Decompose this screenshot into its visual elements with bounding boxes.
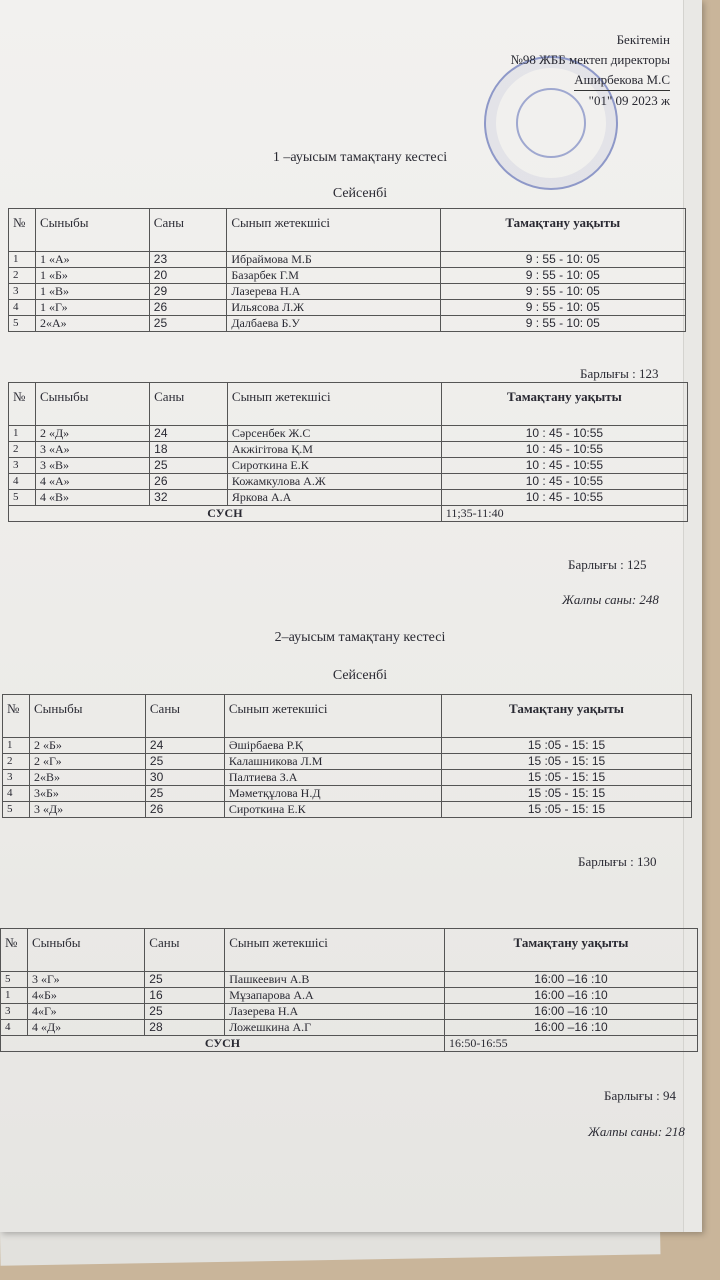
table4-total: Барлығы : 94 (604, 1088, 676, 1103)
table-cell: 30 (145, 770, 224, 786)
table-cell: 2 «Б» (30, 738, 146, 754)
table-cell: 10 : 45 - 10:55 (441, 490, 687, 506)
table-row (1, 988, 698, 1004)
approval-date: "01" 09 2023 ж (588, 93, 670, 108)
table-cell: 28 (145, 1020, 225, 1036)
table-cell: 16 (145, 988, 225, 1004)
table-cell: Акжігітова Қ.М (227, 442, 441, 458)
shift1-grand-total: Жалпы саны: 248 (562, 592, 659, 607)
table-cell: 9 : 55 - 10: 05 (440, 284, 685, 300)
approval-block (470, 30, 670, 111)
table-row (9, 284, 686, 300)
table-cell: 2 (3, 754, 30, 770)
table-cell: 5 (3, 802, 30, 818)
table-cell: 25 (145, 754, 224, 770)
header-class: Сыныбы (28, 929, 145, 972)
shift2-table2 (0, 928, 698, 1052)
table-cell: 1 «В» (36, 284, 150, 300)
table-cell: 26 (150, 474, 228, 490)
header-teacher: Сынып жетекшісі (224, 695, 441, 738)
table-cell: 4«Г» (28, 1004, 145, 1020)
header-count: Саны (150, 383, 228, 426)
table-cell: 1 «А» (36, 252, 150, 268)
table-row (3, 754, 692, 770)
table-cell: 2 (9, 442, 36, 458)
table-cell: Мұзапарова А.А (225, 988, 445, 1004)
table-cell: 15 :05 - 15: 15 (442, 738, 692, 754)
cycn-row (1, 1036, 698, 1052)
table-cell: 25 (145, 786, 224, 802)
table-cell: 2«В» (30, 770, 146, 786)
table-cell: Калашникова Л.М (224, 754, 441, 770)
table-cell: 9 : 55 - 10: 05 (440, 268, 685, 284)
header-teacher: Сынып жетекшісі (227, 383, 441, 426)
table-cell: 25 (150, 458, 228, 474)
approval-position: №98 ЖББ мектеп директоры (510, 52, 670, 67)
table-cell: 5 (1, 972, 28, 988)
table-cell: 1 «Б» (36, 268, 150, 284)
table-cell: 15 :05 - 15: 15 (442, 754, 692, 770)
table-cell: 23 (149, 252, 227, 268)
table-cell: 3 «Д» (30, 802, 146, 818)
table-cell: 1 (9, 252, 36, 268)
header-time: Тамақтану уақыты (442, 695, 692, 738)
table-cell: 2 (9, 268, 36, 284)
shift2-table1 (2, 694, 692, 818)
header-time: Тамақтану уақыты (445, 929, 698, 972)
header-count: Саны (145, 929, 225, 972)
table-cell: 16:00 –16 :10 (445, 1020, 698, 1036)
table-cell: 4 «В» (36, 490, 150, 506)
table-cell: Сироткина Е.К (224, 802, 441, 818)
table-cell: 1 (3, 738, 30, 754)
table-cell: 5 (9, 316, 36, 332)
shift1-table2 (8, 382, 688, 522)
cycn-label: СУСН (1, 1036, 445, 1052)
table-row (1, 972, 698, 988)
table-cell: 4 «А» (36, 474, 150, 490)
table-cell: 16:00 –16 :10 (445, 988, 698, 1004)
table2-total: Барлығы : 125 (568, 557, 647, 572)
header-time: Тамақтану уақыты (440, 209, 685, 252)
table-cell: 25 (149, 316, 227, 332)
header-number: № (9, 383, 36, 426)
table-cell: 4 (1, 1020, 28, 1036)
header-time: Тамақтану уақыты (441, 383, 687, 426)
shift2-day: Сейсенбі (332, 668, 388, 683)
table-cell: Лазерева Н.А (227, 284, 440, 300)
table-cell: Кожамкулова А.Ж (227, 474, 441, 490)
table-cell: 9 : 55 - 10: 05 (440, 252, 685, 268)
shift1-day: Сейсенбі (332, 186, 388, 201)
table-cell: Сироткина Е.К (227, 458, 441, 474)
table-row (9, 442, 688, 458)
table-cell: 3«Б» (30, 786, 146, 802)
table-cell: 24 (150, 426, 228, 442)
table-cell: 1 «Г» (36, 300, 150, 316)
table-row (9, 474, 688, 490)
table-cell: 4 (9, 300, 36, 316)
table-cell: 3 (9, 284, 36, 300)
table-row (1, 1020, 698, 1036)
table-cell: 18 (150, 442, 228, 458)
table-cell: Базарбек Г.М (227, 268, 440, 284)
table-cell: 20 (149, 268, 227, 284)
table-cell: 15 :05 - 15: 15 (442, 786, 692, 802)
table-cell: 29 (149, 284, 227, 300)
table-cell: Яркова А.А (227, 490, 441, 506)
table-row (9, 300, 686, 316)
table-cell: 2 «Г» (30, 754, 146, 770)
table-cell: Лазерева Н.А (225, 1004, 445, 1020)
table-cell: 10 : 45 - 10:55 (441, 442, 687, 458)
table-cell: Палтиева З.А (224, 770, 441, 786)
table-cell: 26 (149, 300, 227, 316)
header-count: Саны (145, 695, 224, 738)
table-cell: 15 :05 - 15: 15 (442, 770, 692, 786)
table-cell: 4«Б» (28, 988, 145, 1004)
table-cell: 3 «В» (36, 458, 150, 474)
header-number: № (3, 695, 30, 738)
table-cell: 10 : 45 - 10:55 (441, 458, 687, 474)
table-cell: Ложешкина А.Г (225, 1020, 445, 1036)
table-cell: 15 :05 - 15: 15 (442, 802, 692, 818)
table-cell: Әшірбаева Р.Қ (224, 738, 441, 754)
table-cell: 24 (145, 738, 224, 754)
header-count: Саны (149, 209, 227, 252)
table-cell: 3 «Г» (28, 972, 145, 988)
table-row (9, 490, 688, 506)
cycn-label: СУСН (9, 506, 442, 522)
table-cell: 10 : 45 - 10:55 (441, 426, 687, 442)
table-cell: Сәрсенбек Ж.С (227, 426, 441, 442)
table-cell: 3 «А» (36, 442, 150, 458)
table-row (9, 426, 688, 442)
table-cell: 10 : 45 - 10:55 (441, 474, 687, 490)
header-class: Сыныбы (36, 209, 150, 252)
table1-total: Барлығы : 123 (580, 366, 659, 381)
table-cell: Мәметқұлова Н.Д (224, 786, 441, 802)
table-cell: 2«А» (36, 316, 150, 332)
header-teacher: Сынып жетекшісі (227, 209, 440, 252)
table-row (3, 738, 692, 754)
shift2-title: 2–ауысым тамақтану кестесі (274, 630, 446, 645)
table-row (9, 458, 688, 474)
table-cell: Пашкеевич А.В (225, 972, 445, 988)
table-cell: 9 : 55 - 10: 05 (440, 300, 685, 316)
table-cell: 26 (145, 802, 224, 818)
table-cell: 16:00 –16 :10 (445, 1004, 698, 1020)
approval-director: Аширбекова М.С (574, 70, 670, 91)
shift2-grand-total: Жалпы саны: 218 (588, 1124, 685, 1139)
table-cell: 4 «Д» (28, 1020, 145, 1036)
table-cell: 1 (1, 988, 28, 1004)
header-class: Сыныбы (36, 383, 150, 426)
cycn-time: 11;35-11:40 (441, 506, 687, 522)
table-cell: 2 «Д» (36, 426, 150, 442)
table-cell: 1 (9, 426, 36, 442)
cycn-time: 16:50-16:55 (445, 1036, 698, 1052)
table-cell: Ибраймова М.Б (227, 252, 440, 268)
table-row (3, 786, 692, 802)
approval-title: Бекітемін (616, 32, 670, 47)
header-number: № (1, 929, 28, 972)
table3-total: Барлығы : 130 (578, 854, 657, 869)
table-cell: Далбаева Б.У (227, 316, 440, 332)
table-cell: 4 (9, 474, 36, 490)
shift1-table1 (8, 208, 686, 332)
table-cell: 16:00 –16 :10 (445, 972, 698, 988)
table-row (3, 770, 692, 786)
table-cell: 3 (1, 1004, 28, 1020)
table-cell: 4 (3, 786, 30, 802)
table-cell: 3 (3, 770, 30, 786)
table-row (1, 1004, 698, 1020)
table-cell: Ильясова Л.Ж (227, 300, 440, 316)
table-row (9, 252, 686, 268)
table-cell: 3 (9, 458, 36, 474)
table-cell: 32 (150, 490, 228, 506)
table-row (9, 268, 686, 284)
table-cell: 25 (145, 1004, 225, 1020)
table-cell: 9 : 55 - 10: 05 (440, 316, 685, 332)
shift1-title: 1 –ауысым тамақтану кестесі (272, 150, 448, 165)
header-class: Сыныбы (30, 695, 146, 738)
cycn-row (9, 506, 688, 522)
table-cell: 5 (9, 490, 36, 506)
table-cell: 25 (145, 972, 225, 988)
header-number: № (9, 209, 36, 252)
table-row (9, 316, 686, 332)
table-row (3, 802, 692, 818)
header-teacher: Сынып жетекшісі (225, 929, 445, 972)
